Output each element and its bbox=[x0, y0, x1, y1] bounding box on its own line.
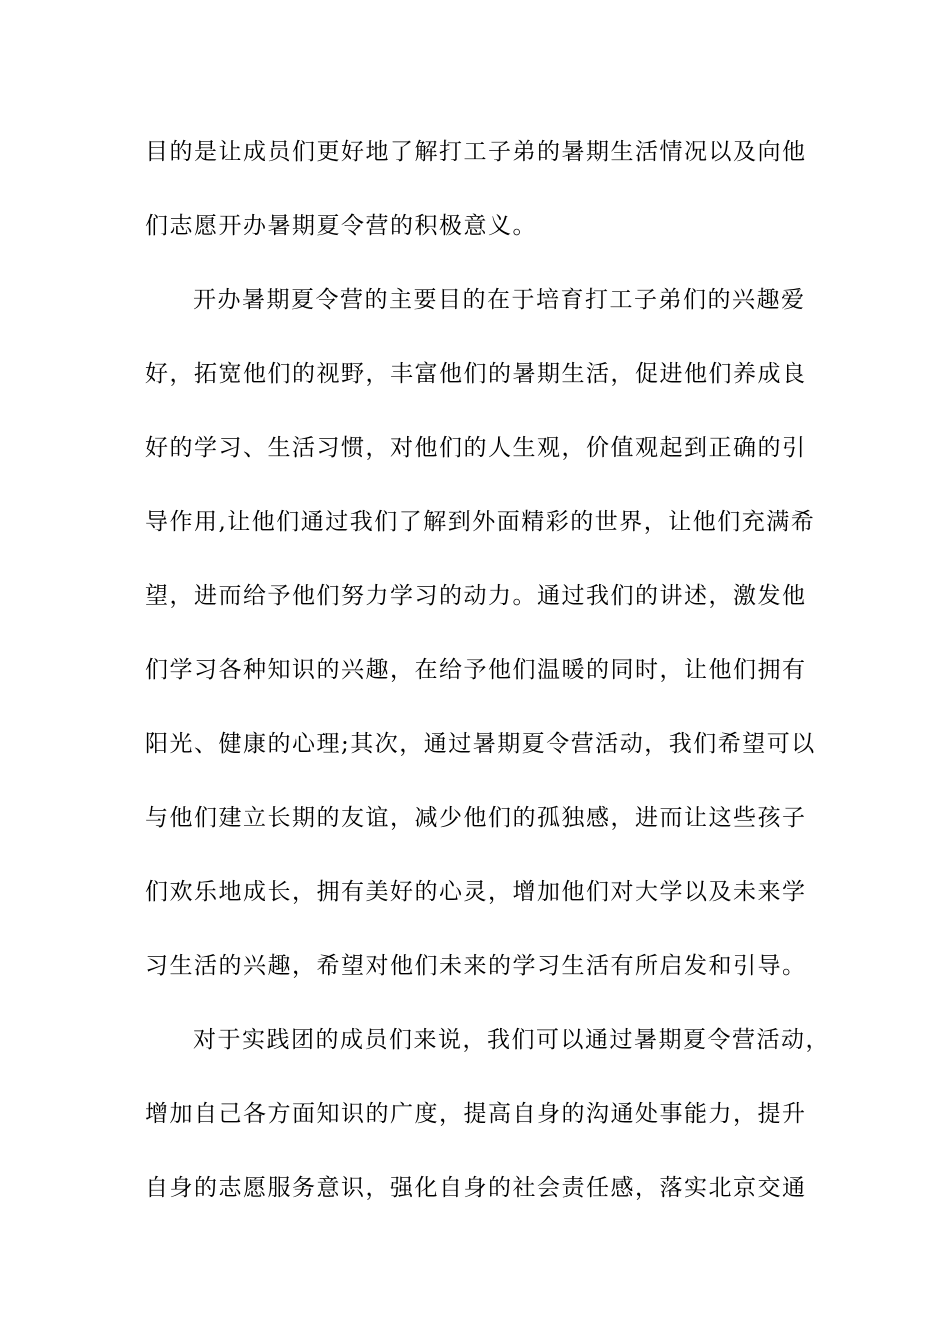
text-line: 好的学习、生活习惯，对他们的人生观，价值观起到正确的引 bbox=[145, 435, 807, 461]
text-line: 习生活的兴趣，希望对他们未来的学习生活有所启发和引导。 bbox=[145, 953, 807, 979]
text-line: 增加自己各方面知识的广度，提高自身的沟通处事能力，提升 bbox=[145, 1101, 807, 1127]
text-line: 们欢乐地成长，拥有美好的心灵，增加他们对大学以及未来学 bbox=[145, 879, 807, 905]
text-line: 自身的志愿服务意识，强化自身的社会责任感，落实北京交通 bbox=[145, 1175, 807, 1201]
text-line: 与他们建立长期的友谊，减少他们的孤独感，进而让这些孩子 bbox=[145, 805, 807, 831]
text-line: 们志愿开办暑期夏令营的积极意义。 bbox=[145, 213, 537, 239]
text-line: 望，进而给予他们努力学习的动力。通过我们的讲述，激发他 bbox=[145, 583, 807, 609]
text-line: 导作用,让他们通过我们了解到外面精彩的世界，让他们充满希 bbox=[145, 509, 816, 535]
text-line: 阳光、健康的心理;其次，通过暑期夏令营活动，我们希望可以 bbox=[145, 731, 816, 757]
paragraph-first-line: 开办暑期夏令营的主要目的在于培育打工子弟们的兴趣爱 bbox=[193, 287, 806, 313]
text-line: 好，拓宽他们的视野，丰富他们的暑期生活，促进他们养成良 bbox=[145, 361, 807, 387]
text-line: 们学习各种知识的兴趣，在给予他们温暖的同时，让他们拥有 bbox=[145, 657, 807, 683]
text-line: 目的是让成员们更好地了解打工子弟的暑期生活情况以及向他 bbox=[145, 139, 807, 165]
paragraph-first-line: 对于实践团的成员们来说，我们可以通过暑期夏令营活动， bbox=[193, 1027, 830, 1053]
